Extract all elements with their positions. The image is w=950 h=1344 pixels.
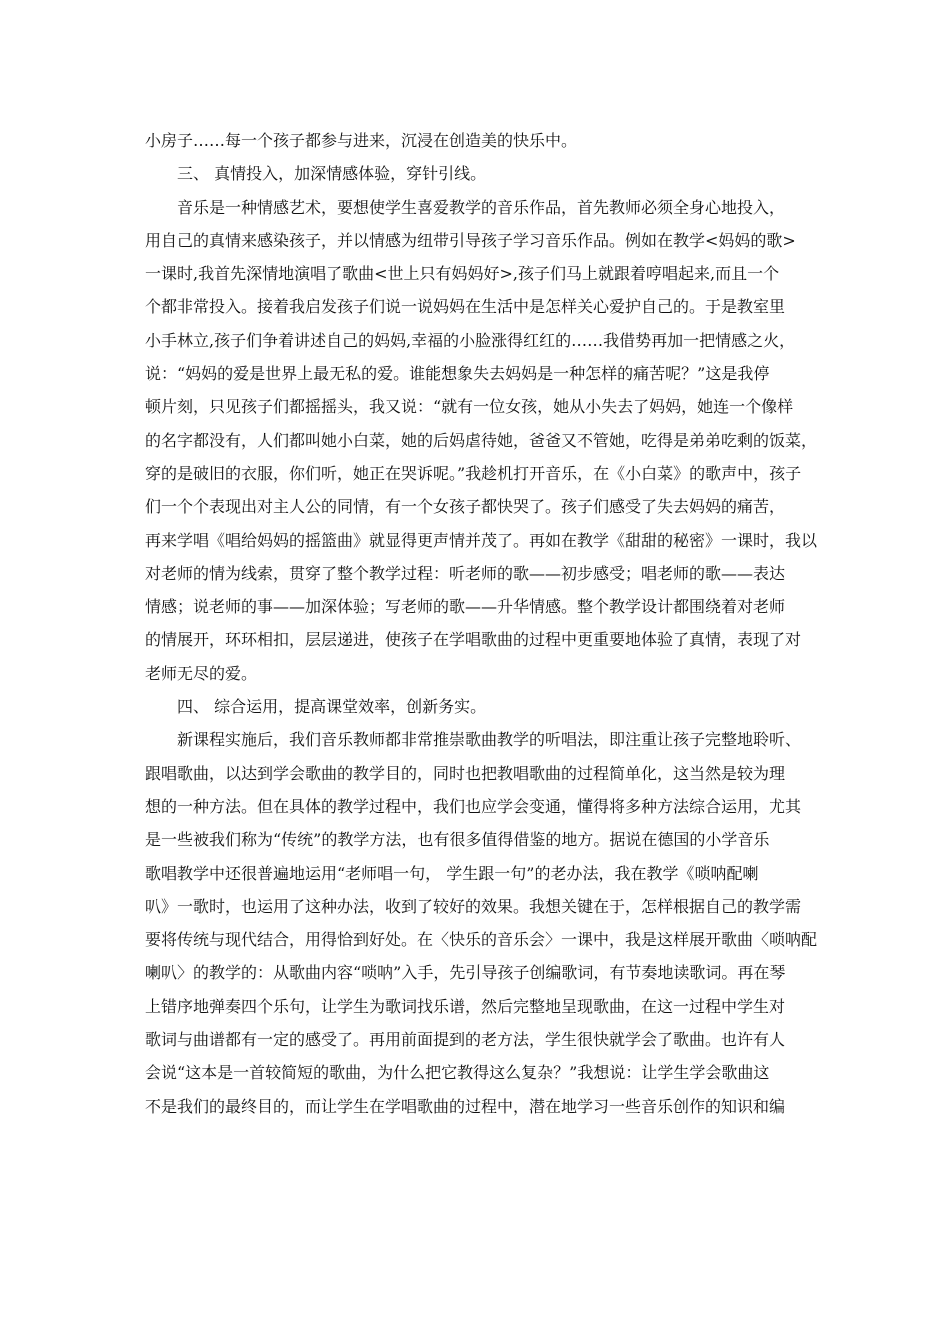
- text-line: 不是我们的最终目的，而让学生在学唱歌曲的过程中，潜在地学习一些音乐创作的知识和编: [145, 1096, 786, 1116]
- paragraph-start-line: 新课程实施后，我们音乐教师都非常推崇歌曲教学的听唱法，即注重让孩子完整地聆听、: [177, 730, 802, 750]
- text-line: 再来学唱《唱给妈妈的摇篮曲》就显得更声情并茂了。再如在教学《甜甜的秘密》一课时，我以: [145, 530, 818, 550]
- text-line: 对老师的情为线索，贯穿了整个教学过程：听老师的歌——初步感受；唱老师的歌——表达: [145, 563, 786, 583]
- text-line: 老师无尽的爱。: [145, 663, 258, 683]
- text-line: 跟唱歌曲，以达到学会歌曲的教学目的，同时也把教唱歌曲的过程简单化，这当然是较为理: [145, 763, 786, 783]
- text-line: 小房子……每一个孩子都参与进来，沉浸在创造美的快乐中。: [145, 131, 578, 150]
- text-line: 的名字都没有，人们都叫她小白菜，她的后妈虐待她，爸爸又不管她，吃得是弟弟吃剩的饭菜，: [145, 430, 818, 450]
- text-line: 用自己的真情来感染孩子，并以情感为纽带引导孩子学习音乐作品。例如在教学<妈妈的歌>: [145, 230, 796, 250]
- text-line: 小手林立,孩子们争着讲述自己的妈妈,幸福的小脸涨得红红的……我借势再加一把情感之火，: [145, 330, 796, 350]
- text-line: 喇叭〉的教学的：从歌曲内容“唢呐”入手，先引导孩子创编歌词，有节奏地读歌词。再在琴: [145, 963, 786, 983]
- text-line: 穿的是破旧的衣服，你们听，她正在哭诉呢。”我趁机打开音乐，在《小白菜》的歌声中，孩子: [145, 463, 802, 483]
- paragraph-start-line: 四、 综合运用，提高课堂效率，创新务实。: [177, 697, 487, 717]
- text-line: 一课时,我首先深情地演唱了歌曲<世上只有妈妈好>,孩子们马上就跟着哼唱起来,而且一个: [145, 264, 780, 284]
- paragraph-start-line: 三、 真情投入，加深情感体验，穿针引线。: [177, 164, 487, 184]
- document-body: [145, 124, 825, 1123]
- text-line: 是一些被我们称为“传统”的教学方法，也有很多值得借鉴的地方。据说在德国的小学音乐: [145, 830, 770, 850]
- text-line: 歌词与曲谱都有一定的感受了。再用前面提到的老方法，学生很快就学会了歌曲。也许有人: [145, 1030, 786, 1050]
- paragraph-start-line: 音乐是一种情感艺术，要想使学生喜爱教学的音乐作品，首先教师必须全身心地投入，: [177, 197, 786, 217]
- text-line: 顿片刻，只见孩子们都摇摇头，我又说：“就有一位女孩，她从小失去了妈妈，她连一个像样: [145, 397, 794, 417]
- text-line: 的情展开，环环相扣，层层递进，使孩子在学唱歌曲的过程中更重要地体验了真情，表现了对: [145, 630, 802, 650]
- text-line: 想的一种方法。但在具体的教学过程中，我们也应学会变通，懂得将多种方法综合运用，尤其: [145, 796, 802, 816]
- text-line: 情感；说老师的事——加深体验；写老师的歌——升华情感。整个教学设计都围绕着对老师: [145, 597, 786, 617]
- text-line: 要将传统与现代结合，用得恰到好处。在〈快乐的音乐会〉一课中，我是这样展开歌曲〈唢呐配: [145, 930, 818, 950]
- text-line: 个都非常投入。接着我启发孩子们说一说妈妈在生活中是怎样关心爱护自己的。于是教室里: [145, 297, 786, 317]
- text-line: 说：“妈妈的爱是世界上最无私的爱。谁能想象失去妈妈是一种怎样的痛苦呢？”这是我停: [145, 364, 770, 384]
- text-line: 歌唱教学中还很普遍地运用“老师唱一句， 学生跟一句”的老办法，我在教学《唢呐配喇: [145, 863, 759, 883]
- text-line: 叭》一歌时，也运用了这种办法，收到了较好的效果。我想关键在于，怎样根据自己的教学需: [145, 896, 802, 916]
- text-line: 们一个个表现出对主人公的同情，有一个女孩子都快哭了。孩子们感受了失去妈妈的痛苦，: [145, 497, 786, 517]
- text-line: 会说“这本是一首较简短的歌曲，为什么把它教得这么复杂？”我想说：让学生学会歌曲这: [145, 1063, 770, 1083]
- text-line: 上错序地弹奏四个乐句，让学生为歌词找乐谱，然后完整地呈现歌曲，在这一过程中学生对: [145, 996, 786, 1016]
